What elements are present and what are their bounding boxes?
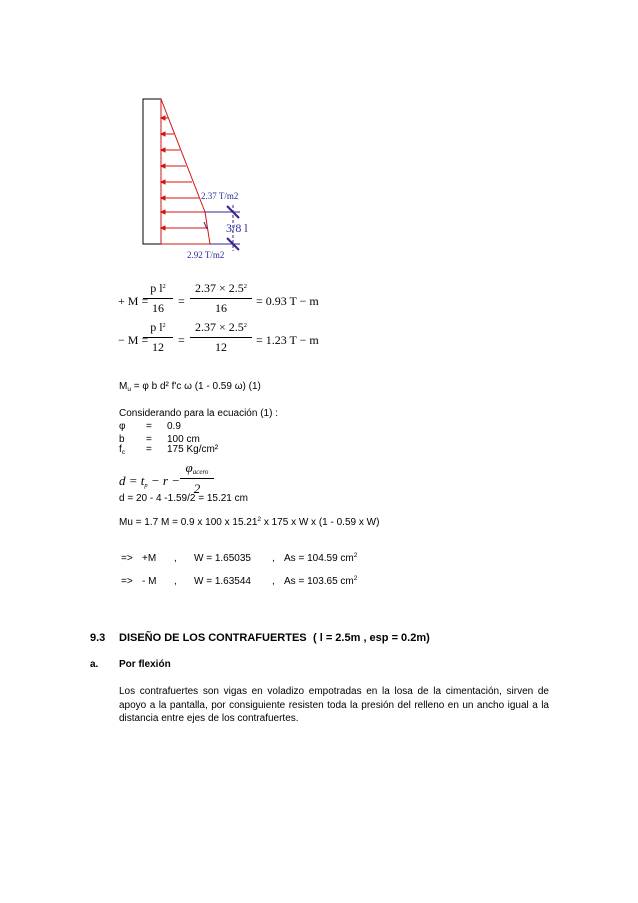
eq-neg-sup2: 2 bbox=[243, 322, 248, 329]
result-case: - M bbox=[142, 576, 157, 587]
param-val: 100 cm bbox=[167, 434, 200, 445]
section-title: DISEÑO DE LOS CONTRAFUERTES bbox=[119, 632, 307, 644]
eq-neg-eq2: = bbox=[178, 333, 185, 347]
lower-pressure-label: 2.92 T/m2 bbox=[187, 250, 225, 260]
eq-neg-den2: 12 bbox=[215, 340, 227, 354]
result-comma: , bbox=[272, 576, 275, 587]
param-eq: = bbox=[146, 434, 152, 445]
section-params: ( l = 2.5m , esp = 0.2m) bbox=[313, 632, 430, 644]
load-slope bbox=[161, 99, 205, 212]
d-formula-frac bbox=[180, 460, 214, 497]
param-eq: = bbox=[146, 421, 152, 432]
eq-neg-lhs: − M = bbox=[118, 333, 149, 347]
result-comma: , bbox=[272, 553, 275, 564]
load-arrows bbox=[161, 116, 207, 230]
eq-neg-frac2 bbox=[190, 320, 252, 355]
wall-outline bbox=[143, 99, 161, 244]
d-formula-mid: − r − bbox=[147, 473, 180, 488]
eq-pos-lhs: + M = bbox=[118, 294, 149, 308]
result-comma: , bbox=[174, 576, 177, 587]
body-paragraph: Los contrafuertes son vigas en voladizo empotradas en la losa de la cimentación, sirven de apoyo a la pantalla, por consiguiente resisten toda la presión del relleno en un ancho igual a la distancia entre ejes de los contrafuertes. bbox=[119, 686, 549, 724]
fraction-label: 3/8 l bbox=[226, 221, 248, 235]
param-val: 0.9 bbox=[167, 421, 181, 432]
result-comma: , bbox=[174, 553, 177, 564]
eq-pos-sup1: 2 bbox=[162, 283, 166, 290]
eq-pos-frac1 bbox=[143, 281, 173, 316]
eq-pos-num1: p l bbox=[150, 281, 163, 295]
eq-neg-result: = 1.23 T − m bbox=[256, 333, 319, 347]
param-val: 175 Kg/cm² bbox=[167, 444, 219, 455]
result-as: As = 103.65 $cm^2$ bbox=[284, 575, 358, 587]
param-eq: = bbox=[146, 444, 152, 455]
eq-pos-den1: 16 bbox=[152, 301, 164, 315]
result-case: +M bbox=[142, 553, 157, 564]
section-number: 9.3 bbox=[90, 632, 106, 644]
result-w: W = 1.65035 bbox=[194, 553, 251, 564]
eq-neg-den1: 12 bbox=[152, 340, 164, 354]
subsection-title: Por flexión bbox=[119, 659, 171, 670]
result-as: As = 104.59 $cm^2$ bbox=[284, 552, 358, 564]
pressure-diagram bbox=[0, 0, 638, 280]
subsection-letter: a. bbox=[90, 659, 99, 670]
eq-pos-sup2: 2 bbox=[243, 283, 248, 290]
param-sym: φ bbox=[119, 421, 126, 432]
eq-neg-sup1: 2 bbox=[162, 322, 166, 329]
eq-neg-num2: 2.37 × 2.5 bbox=[194, 320, 244, 334]
eq-pos-num2: 2.37 × 2.5 bbox=[194, 281, 244, 295]
mu-formula: $M_u = \varphi$ b d² f'c ω (1 - 0.59 ω) (1) bbox=[119, 381, 261, 393]
mu-formula-rest: = φ b d² f'c ω (1 - 0.59 ω) (1) bbox=[130, 381, 261, 392]
upper-pressure-label: 2.37 T/m2 bbox=[201, 191, 239, 201]
d-formula-num: φ bbox=[185, 460, 193, 475]
mu-equation: Mu = 1.7 M = 0.9 x 100 x 15.21$^2$ x 175 x W x (1 - 0.59 x W) bbox=[119, 516, 380, 528]
d-formula-lhs: $d = t_p - r$ − bbox=[119, 473, 180, 489]
eq-pos-frac2 bbox=[190, 281, 252, 316]
result-w: W = 1.63544 bbox=[194, 576, 251, 587]
eq-pos-eq2: = bbox=[178, 294, 185, 308]
eq-pos-den2: 16 bbox=[215, 301, 227, 315]
param-sym: $f_c$ bbox=[119, 444, 126, 456]
mu-eq-sup: 2 bbox=[257, 516, 262, 523]
param-sym: b bbox=[119, 434, 125, 445]
d-formula-num-sub: acero bbox=[192, 468, 209, 476]
d-formula-sub-p: p bbox=[144, 482, 148, 489]
eq-pos-result: = 0.93 T − m bbox=[256, 294, 319, 308]
d-formula-den: 2 bbox=[193, 481, 201, 496]
result-arrow: => bbox=[121, 576, 133, 587]
d-value: d = 20 - 4 -1.59/2 = 15.21 cm bbox=[119, 493, 248, 504]
mu-eq-rest: x 175 x W x (1 - 0.59 x W) bbox=[261, 517, 380, 528]
mu-subscript: u bbox=[127, 386, 131, 393]
result-arrow: => bbox=[121, 553, 133, 564]
eq-neg-frac1 bbox=[143, 320, 173, 355]
eq-neg-num1: p l bbox=[150, 320, 163, 334]
considerando-text: Considerando para la ecuación (1) : bbox=[119, 408, 278, 419]
